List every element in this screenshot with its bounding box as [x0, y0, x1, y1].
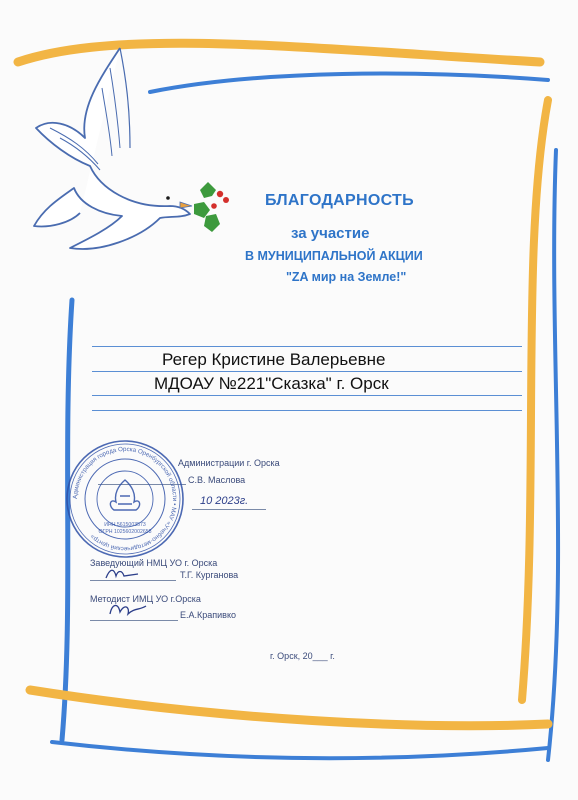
svg-text:Администрация города Орска Оре — [72, 446, 178, 552]
head-name: С.В. Маслова — [188, 475, 246, 485]
stamp-inn: ИНН 5615003573 — [104, 522, 146, 528]
nmc-position: Заведующий НМЦ УО г. Орска — [90, 558, 218, 568]
administration-label: Администрации г. Орска — [178, 458, 280, 468]
methodist-name: Е.А.Крапивко — [180, 610, 236, 620]
frame-blue-right — [548, 150, 558, 760]
frame-blue-bottom — [52, 742, 548, 758]
methodist-position: Методист ИМЦ УО г.Орска — [90, 594, 201, 604]
place-and-date: г. Орск, 20___ г. — [270, 651, 335, 661]
recipient-organization: МДОАУ №221"Сказка" г. Орск — [154, 374, 389, 393]
stamp-ogrn: ОГРН 1025602002658 — [98, 529, 152, 535]
handwritten-date: 10 2023г. — [200, 495, 249, 507]
frame-orange-right — [522, 100, 548, 700]
recipient-line-2 — [92, 371, 522, 372]
holly-icon — [188, 176, 238, 238]
methodist-signature-scribble — [106, 600, 150, 618]
recipient-line-1 — [92, 346, 522, 347]
stamp-ring-text: Администрация города Орска Оренбургской области • МАУ «Учебно-методический центр» — [71, 445, 179, 553]
frame-orange-bottom — [30, 690, 548, 726]
certificate-subtitle-campaign: "ZA мир на Земле!" — [286, 270, 407, 284]
certificate-subtitle-participation: за участие — [291, 225, 370, 242]
methodist-signature-line — [90, 620, 178, 621]
official-stamp — [62, 436, 188, 562]
date-line — [192, 509, 266, 510]
dove-icon — [30, 38, 210, 278]
recipient-line-3 — [92, 395, 522, 396]
nmc-name: Т.Г. Курганова — [180, 570, 239, 580]
nmc-signature-scribble — [104, 566, 144, 582]
stamp-emblem-icon — [110, 480, 139, 510]
recipient-name: Регер Кристине Валерьевне — [162, 350, 386, 369]
certificate-subtitle-municipal: В МУНИЦИПАЛЬНОЙ АКЦИИ — [245, 249, 423, 263]
certificate-title: БЛАГОДАРНОСТЬ — [265, 192, 414, 209]
recipient-line-4 — [92, 410, 522, 411]
